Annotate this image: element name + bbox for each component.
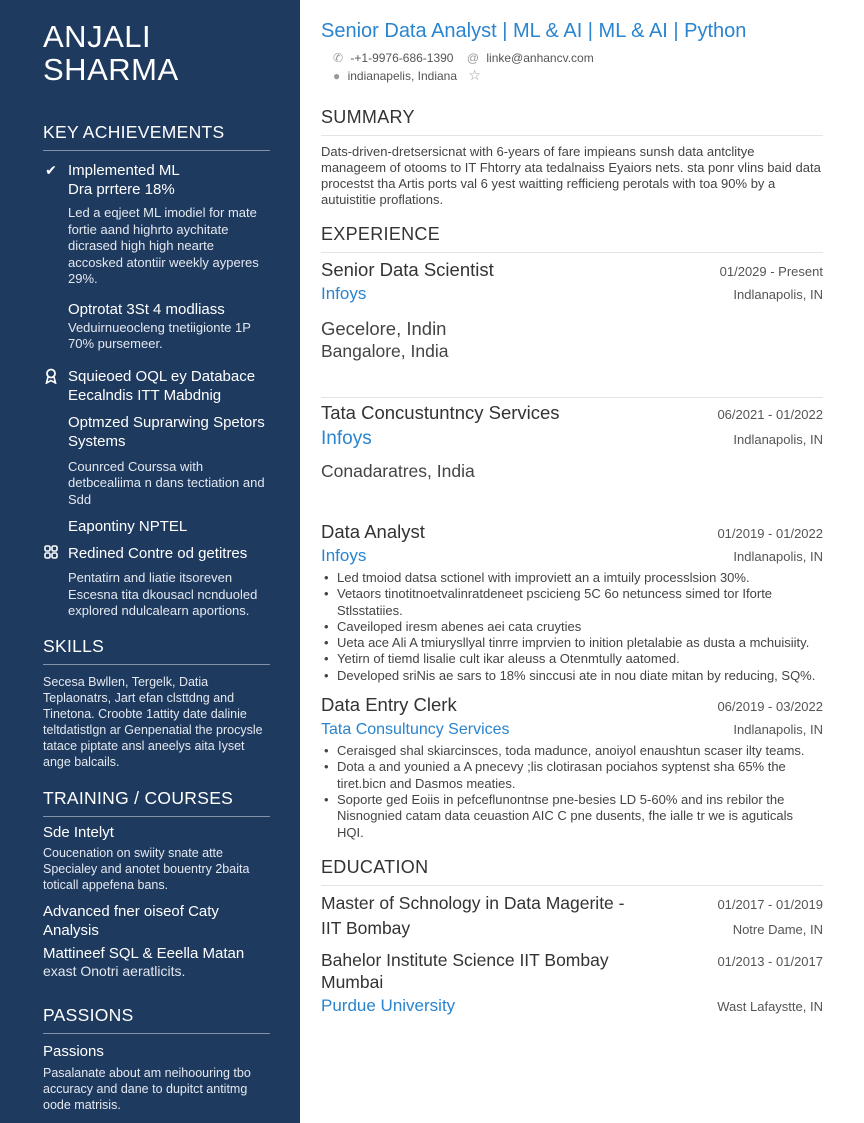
job-bullet: • Ceraisged shal skiarcinsces, toda madunce, anoiyol enaushtun scaser ilty teams. (321, 743, 823, 759)
headline: Senior Data Analyst | ML & AI | ML & AI | Python (321, 20, 747, 42)
course-text: Coucenation on swiity snate atte Specialey and anotet bouentry 2baita toticall appefena bans. (43, 845, 250, 892)
job-entry (321, 694, 823, 841)
achievement-text: Pentatirn and liatie itsoreven Escesna tita dkousacl ncnduoled explored ndulcalearn aportions. (68, 570, 258, 618)
job-entry (321, 521, 823, 684)
passions-text: Pasalanate about am neihoouring tbo accuracy and dane to dupitct antitmg oode matrisis. (43, 1065, 251, 1112)
job-divider (321, 397, 823, 398)
location-text: indianapelis, Indiana (347, 69, 458, 83)
at-icon: @ (466, 51, 480, 65)
achievement-item (43, 367, 270, 537)
job-date: 01/2019 - 01/2022 (717, 526, 823, 541)
education-heading: EDUCATION (321, 857, 823, 886)
education-date: 01/2013 - 01/2017 (717, 953, 823, 969)
job-bullet: • Ueta ace Ali A tmiurysllyal tinrre imprvien to inition pletalabie as dusta a mchuisiity. (321, 635, 823, 651)
job-location: Indlanapolis, IN (733, 432, 823, 447)
achievement-subtitle: Eecalndis ITT Mabdnig (68, 386, 222, 404)
job-title: Data Entry Clerk (321, 694, 457, 716)
course-title: Mattineef SQL & Eeella Matan (43, 944, 245, 962)
job-entry (321, 402, 823, 483)
grid-icon (43, 545, 59, 562)
skills-heading: SKILLS (43, 636, 270, 665)
job-bullet: • Led tmoiod datsa sctionel with improviett an a imtuily processlsion 30%. (321, 570, 823, 586)
job-date: 01/2029 - Present (719, 264, 823, 279)
job-bullets (321, 743, 823, 841)
degree-school: IIT Bombay (321, 917, 411, 938)
job-company: Infoys (321, 284, 367, 303)
education-entry (321, 892, 823, 939)
candidate-name (43, 20, 270, 86)
degree-school: Purdue University (321, 995, 456, 1015)
location-icon: ● (333, 69, 341, 83)
degree-title: Bahelor Institute Science IIT Bombay (321, 949, 609, 970)
job-place: Gecelore, Indin (321, 318, 447, 339)
job-bullets (321, 570, 823, 684)
degree-city: Mumbai (321, 971, 384, 992)
award-icon (43, 368, 59, 387)
course-title: Advanced fner oiseof Caty Analysis (43, 902, 219, 939)
achievement-title: Redined Contre od getitres (68, 545, 248, 562)
training-heading: TRAINING / COURSES (43, 788, 270, 817)
name-first: ANJALI (43, 19, 152, 54)
achievement-text: Counrced Courssa with detbcealiima n dans tectiation and Sdd (68, 458, 265, 507)
phone-number[interactable]: -+1-9976-686-1390 (350, 51, 454, 65)
job-entry (321, 259, 823, 363)
job-bullet: • Yetirn of tiemd lisalie cult ikar aleuss a Otenmtully aatomed. (321, 651, 823, 667)
passions-heading: PASSIONS (43, 1005, 270, 1034)
summary-text: Dats-driven-dretsersicnat with 6-years of fare impieans sunsh data antclitye manageem of otooms to IT Fhtorry ata tedalnaiss Eyaiors nets. sta ponr vlins baid data procestst tha Artis ports val 6 yest waitting refficieng perotals with toa 90% by a autuistitie proflations. (321, 144, 821, 207)
check-icon: ✔ (45, 162, 57, 178)
job-bullet: • Caveiloped iresm abenes aei cata cruyties (321, 619, 823, 635)
achievement-text: Led a eqjeet ML imodiel for mate fortie aand highrto aychitate dicrased high high nearte accosked atontiir weekly ayperes 29%. (68, 205, 259, 286)
course-item (43, 823, 270, 893)
job-place: Conadaratres, India (321, 461, 475, 481)
job-location: Indlanapolis, IN (733, 722, 823, 738)
course-title: Sde Intelyt (43, 823, 114, 841)
job-company: Infoys (321, 546, 367, 565)
achievement-title: Implemented ML (68, 162, 180, 179)
contact-row (333, 50, 823, 67)
job-bullet: • Dota a and younied a A pnecevy ;lis clotirasan pociahos syptenst sha 65% the tiret.bicn and Dasmos meaties. (321, 759, 823, 792)
job-title: Senior Data Scientist (321, 259, 494, 280)
job-company: Infoys (321, 428, 372, 449)
achievement-text-secondary: Veduirnueocleng tnetiigionte 1P 70% pursemeer. (68, 319, 251, 351)
achievement-subtitle: Dra prrtere 18% (68, 181, 175, 198)
job-bullet: • Vetaors tinotitnoetvalinratdeneet pscicieng 5C 6o netuncess simed tor Iforte Stlsstatiies. (321, 586, 823, 619)
course-item (43, 944, 270, 979)
achievement-item (43, 544, 270, 620)
education-entry (321, 949, 823, 1016)
job-date: 06/2019 - 03/2022 (717, 699, 823, 715)
job-company: Tata Consultuncy Services (321, 721, 510, 739)
degree-title: Master of Schnology in Data Magerite - (321, 892, 625, 913)
job-title: Tata Concustuntncy Services (321, 402, 560, 423)
main-content (321, 17, 823, 1016)
experience-heading: EXPERIENCE (321, 224, 823, 253)
passions-title: Passions (43, 1042, 104, 1060)
job-place: Bangalore, India (321, 341, 449, 361)
name-last: SHARMA (43, 52, 179, 87)
job-location: Indlanapolis, IN (733, 287, 823, 302)
achievement-title-tertiary: Eapontiny NPTEL (68, 518, 188, 535)
education-date: 01/2017 - 01/2019 (717, 896, 823, 912)
achievement-item (43, 161, 270, 353)
achievement-title-secondary: Optmzed Suprarwing Spetors Systems (68, 413, 265, 450)
skills-text: Secesa Bwllen, Tergelk, Datia Teplaonatrs, Jart efan clsttdng and Tinetona. Croobte 1attity date dalinie teltdatistlgn ar Genpenatial the procysle tatace piptate ansl aneelys aita Iyset ange balcails. (43, 674, 263, 769)
achievements-heading: KEY ACHIEVEMENTS (43, 122, 270, 151)
job-bullet: • Soporte ged Eoiis in pefceflunontnse pne-besies LD 5-60% and ins rebilor the Nisnognied catam data ceuastion AIC C pne dusents, fhe ialle tr we is aguticals HQI. (321, 792, 823, 841)
job-location: Indlanapolis, IN (733, 549, 823, 564)
job-date: 06/2021 - 01/2022 (717, 407, 823, 422)
course-item (43, 902, 270, 940)
location-row (333, 67, 823, 85)
job-bullet: • Developed sriNis ae sars to 18% sinccusi ate in nou diate mitan by reducing, SQ%. (321, 668, 823, 684)
sidebar (0, 0, 300, 1123)
phone-icon: ✆ (333, 51, 344, 65)
star-icon: ☆ (468, 67, 481, 83)
education-location: Notre Dame, IN (732, 921, 823, 937)
achievement-title-secondary: Optrotat 3St 4 modliass (68, 300, 225, 318)
job-title: Data Analyst (321, 521, 425, 542)
course-text: exast Onotri aeratlicits. (43, 962, 186, 979)
summary-heading: SUMMARY (321, 107, 823, 136)
achievement-title: Squieoed OQL ey Databace (68, 367, 256, 385)
email-link[interactable]: linke@anhancv.com (486, 51, 594, 65)
education-location: Wast Lafaystte, IN (717, 998, 823, 1014)
